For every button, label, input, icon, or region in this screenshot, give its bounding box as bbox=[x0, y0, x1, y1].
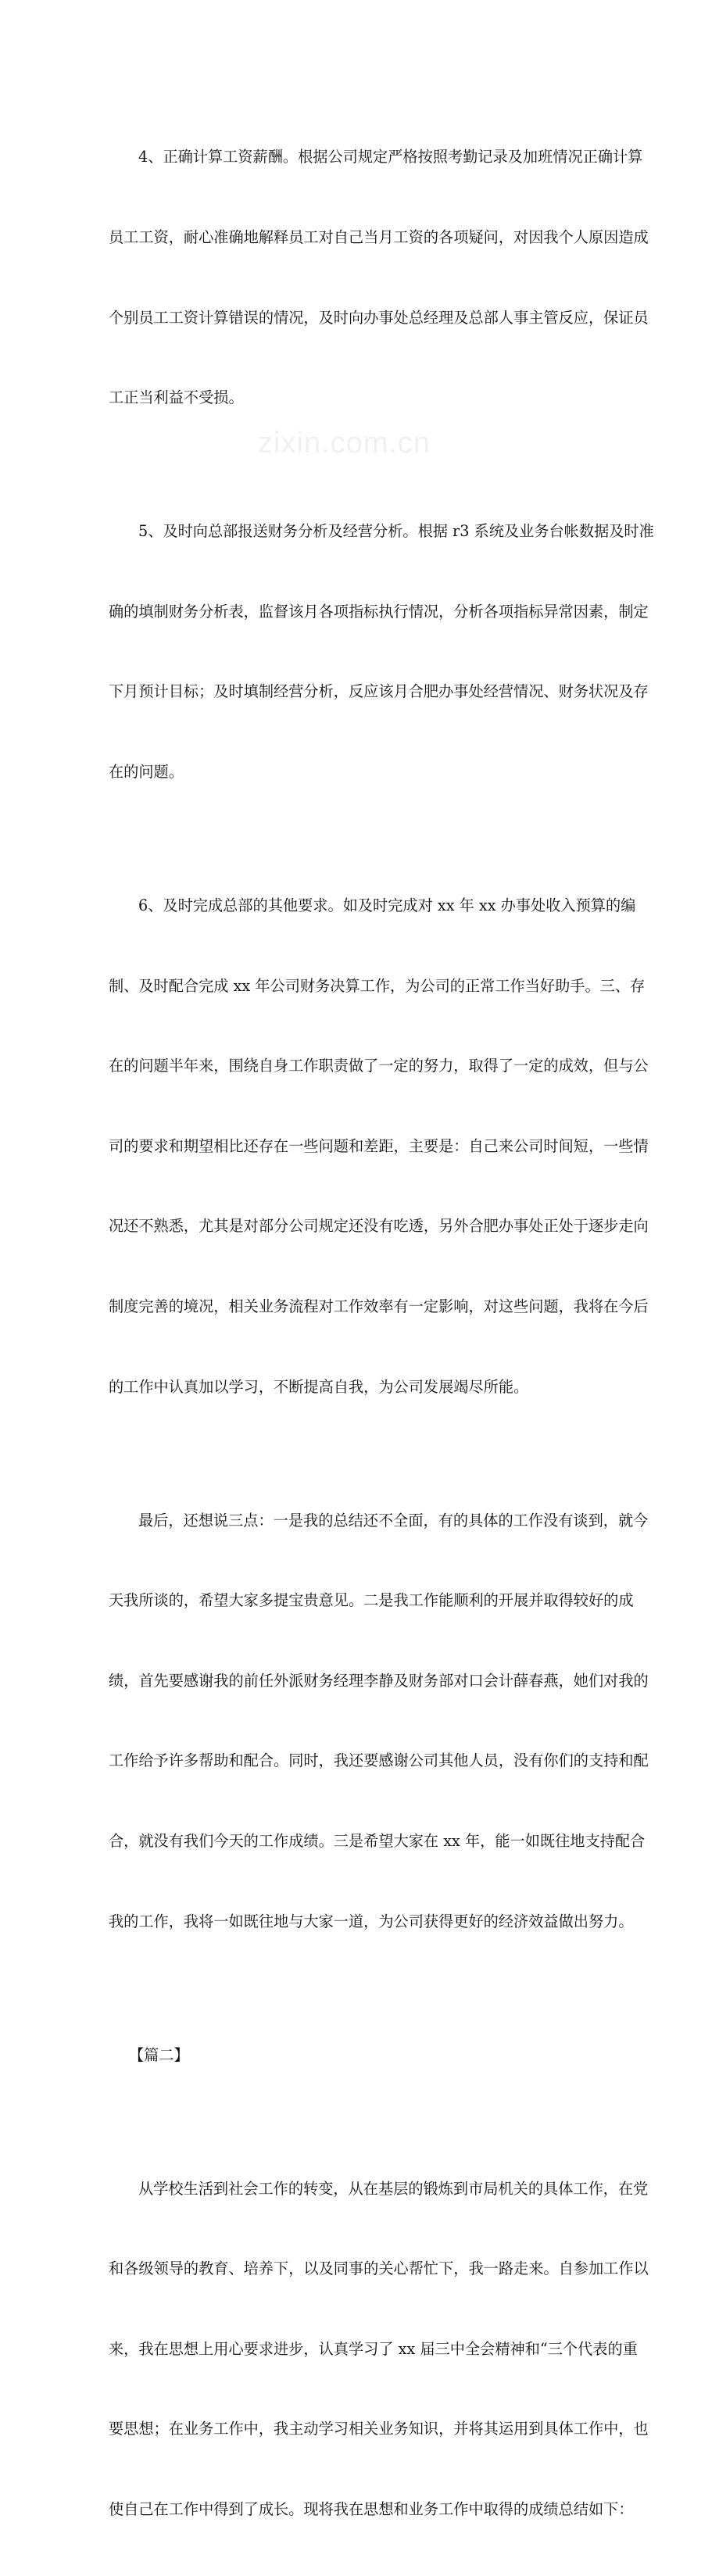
text-line: 员工工资，耐心准确地解释员工对自己当月工资的各项疑问，对因我个人原因造成 bbox=[109, 228, 649, 246]
text-line: 最后，还想说三点：一是我的总结还不全面，有的具体的工作没有谈到，就今 bbox=[138, 1511, 649, 1530]
text-line: 合，就没有我们今天的工作成绩。三是希望大家在 xx 年，能一如既往地支持配合 bbox=[109, 1831, 646, 1850]
text-line: 制度完善的境况，相关业务流程对工作效率有一定影响，对这些问题，我将在今后 bbox=[109, 1297, 649, 1315]
text-line: 4、正确计算工资薪酬。根据公司规定严格按照考勤记录及加班情况正确计算 bbox=[138, 148, 643, 166]
document-body bbox=[109, 91, 654, 2576]
text-line: 和各级领导的教育、培养下，以及同事的关心帮忙下，我一路走来。自参加工作以 bbox=[109, 2259, 649, 2278]
paragraph-intro bbox=[109, 2122, 649, 2576]
text-line: 要思想；在业务工作中，我主动学习相关业务知识，并将其运用到具体工作中，也 bbox=[109, 2420, 649, 2438]
paragraph-item-5 bbox=[109, 465, 654, 839]
text-line: 来，我在思想上用心要求进步，认真学习了 xx 届三中全会精神和“三个代表的重 bbox=[109, 2339, 638, 2358]
text-line: 制、及时配合完成 xx 年公司财务决算工作，为公司的正常工作当好助手。三、存 bbox=[109, 976, 646, 995]
text-line: 5、及时向总部报送财务分析及经营分析。根据 r3 系统及业务台帐数据及时准 bbox=[138, 522, 654, 541]
text-line: 况还不熟悉，尤其是对部分公司规定还没有吃透，另外合肥办事处正处于逐步走向 bbox=[109, 1217, 649, 1236]
text-line: 天我所谈的，希望大家多提宝贵意见。二是我工作能顺利的开展并取得较好的成 bbox=[109, 1591, 634, 1610]
text-line: 下月预计目标；及时填制经营分析，反应该月合肥办事处经营情况、财务状况及存 bbox=[109, 682, 649, 701]
text-line: 在的问题半年来，围绕自身工作职责做了一定的努力，取得了一定的成效，但与公 bbox=[109, 1057, 649, 1075]
text-line: 在的问题。 bbox=[109, 762, 184, 781]
paragraph-item-4 bbox=[109, 91, 649, 465]
section-heading bbox=[109, 1988, 610, 2122]
paragraph-final-remarks bbox=[109, 1454, 649, 1988]
text-line: 个别员工工资计算错误的情况，及时向办事处总经理及总部人事主管反应，保证员 bbox=[109, 308, 649, 327]
section-title: 【篇二】 bbox=[129, 2045, 189, 2064]
text-line: 司的要求和期望相比还存在一些问题和差距，主要是：自己来公司时间短，一些情 bbox=[109, 1136, 649, 1155]
watermark-logo: zixin.com.cn bbox=[258, 427, 431, 460]
text-line: 工作给予许多帮助和配合。同时，我还要感谢公司其他人员，没有你们的支持和配 bbox=[109, 1751, 649, 1770]
text-line: 绩，首先要感谢我的前任外派财务经理李静及财务部对口会计薛春燕，她们对我的 bbox=[109, 1671, 649, 1690]
paragraph-item-6 bbox=[109, 839, 649, 1454]
text-line: 的工作中认真加以学习，不断提高自我，为公司发展竭尽所能。 bbox=[109, 1377, 529, 1396]
text-line: 从学校生活到社会工作的转变，从在基层的锻炼到市局机关的具体工作，在党 bbox=[138, 2179, 649, 2198]
text-line: 6、及时完成总部的其他要求。如及时完成对 xx 年 xx 办事处收入预算的编 bbox=[138, 896, 636, 914]
text-line: 工正当利益不受损。 bbox=[109, 388, 244, 407]
text-line: 使自己在工作中得到了成长。现将我在思想和业务工作中取得的成绩总结如下： bbox=[109, 2499, 634, 2518]
text-line: 我的工作，我将一如既往地与大家一道，为公司获得更好的经济效益做出努力。 bbox=[109, 1912, 634, 1930]
text-line: 确的填制财务分析表，监督该月各项指标执行情况，分析各项指标异常因素，制定 bbox=[109, 602, 649, 621]
